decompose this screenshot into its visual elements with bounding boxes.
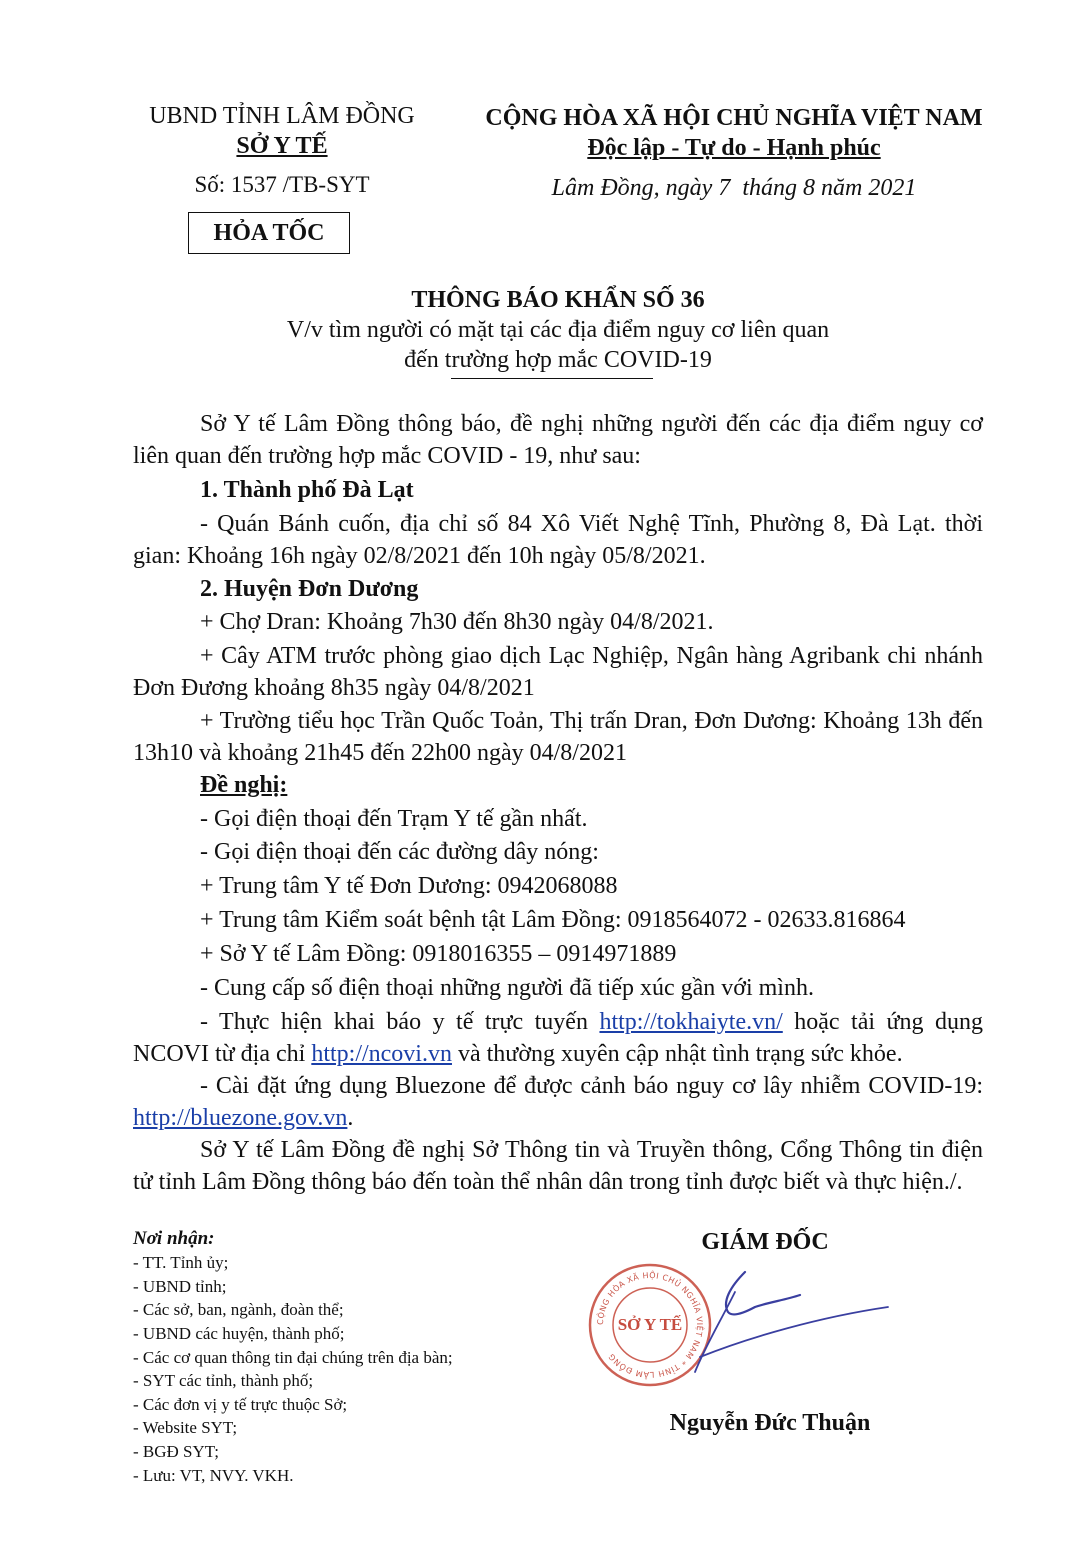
section-2-item: + Cây ATM trước phòng giao dịch Lạc Nghiệp, Ngân hàng Agribank chi nhánh Đơn Đương khoảng 8h35 ngày 04/8/2021 <box>133 643 983 701</box>
notice-subject-line-2: đến trường hợp mắc COVID-19 <box>404 347 712 373</box>
stamp-center-text: SỞ Y TẾ <box>617 1315 683 1334</box>
title-underline-divider <box>451 378 653 379</box>
urgency-badge-text: HỎA TỐC <box>213 220 325 246</box>
recommendation-item: - Cung cấp số điện thoại những người đã tiếp xúc gần với mình. <box>200 975 814 1001</box>
section-2-item: + Trường tiểu học Trần Quốc Toản, Thị trấn Dran, Đơn Dương: Khoảng 13h đến 13h10 và khoảng 21h45 đến 22h00 ngày 04/8/2021 <box>133 708 983 766</box>
declaration-text: hoặc tải ứng dụng NCOVI từ địa chỉ <box>133 1009 983 1067</box>
declaration-text: - Thực hiện khai báo y tế trực tuyến <box>200 1009 600 1035</box>
hotline-item: + Trung tâm Kiểm soát bệnh tật Lâm Đồng: 0918564072 - 02633.816864 <box>200 907 906 933</box>
recipient-item: - Các sở, ban, ngành, đoàn thể; <box>133 1300 344 1319</box>
signer-position: GIÁM ĐỐC <box>701 1229 829 1255</box>
section-2-item: + Chợ Dran: Khoảng 7h30 đến 8h30 ngày 04/8/2021. <box>200 609 714 635</box>
recipient-item: - Lưu: VT, NVY. VKH. <box>133 1466 294 1485</box>
bluezone-paragraph <box>133 1070 983 1134</box>
bluezone-text: - Cài đặt ứng dụng Bluezone để được cảnh báo nguy cơ lây nhiễm COVID-19: <box>200 1073 983 1099</box>
recipient-item: - Các cơ quan thông tin đại chúng trên địa bàn; <box>133 1348 453 1367</box>
recipients-label: Nơi nhận: <box>133 1228 215 1249</box>
place-and-date: Lâm Đồng, ngày 7 tháng 8 năm 2021 <box>551 175 917 201</box>
issuing-authority: UBND TỈNH LÂM ĐỒNG <box>149 103 415 129</box>
recipient-item: - Website SYT; <box>133 1418 238 1437</box>
recipient-item: - BGĐ SYT; <box>133 1442 219 1461</box>
section-2-heading: 2. Huyện Đơn Dương <box>200 576 419 602</box>
recipient-item: - UBND tỉnh; <box>133 1277 227 1296</box>
notice-title: THÔNG BÁO KHẨN SỐ 36 <box>411 287 705 313</box>
issuing-department <box>132 130 432 162</box>
national-motto-text: Độc lập - Tự do - Hạnh phúc <box>587 135 881 161</box>
national-motto <box>472 132 996 164</box>
signer-name: Nguyễn Đức Thuận <box>669 1410 871 1436</box>
ncovi-link[interactable]: http://ncovi.vn <box>311 1041 452 1067</box>
hotline-item: + Sở Y tế Lâm Đồng: 0918016355 – 0914971889 <box>200 941 677 967</box>
intro-paragraph: Sở Y tế Lâm Đồng thông báo, đề nghị những người đến các địa điểm nguy cơ liên quan đến trường hợp mắc COVID - 19, như sau: <box>133 411 983 469</box>
declaration-text: và thường xuyên cập nhật tình trạng sức khỏe. <box>451 1041 903 1067</box>
closing-paragraph: Sở Y tế Lâm Đồng đề nghị Sở Thông tin và Truyền thông, Cổng Thông tin điện tử tỉnh Lâm Đồng thông báo đến toàn thể nhân dân trong tỉnh được biết và thực hiện./. <box>133 1137 983 1195</box>
recipient-item: - SYT các tỉnh, thành phố; <box>133 1371 314 1390</box>
bluezone-text: . <box>347 1105 354 1131</box>
urgency-badge <box>188 212 350 254</box>
health-declaration-paragraph <box>133 1006 983 1070</box>
section-1-item: - Quán Bánh cuốn, địa chỉ số 84 Xô Viết Nghệ Tĩnh, Phường 8, Đà Lạt. thời gian: Khoảng 16h ngày 02/8/2021 đến 10h ngày 05/8/2021. <box>133 511 983 569</box>
recipient-item: - UBND các huyện, thành phố; <box>133 1324 345 1343</box>
document-number: Số: 1537 /TB-SYT <box>194 172 370 197</box>
stamp-ring-text: CỘNG HÒA XÃ HỘI CHỦ NGHĨA VIỆT NAM * TỈNH LÂM ĐỒNG <box>595 1270 705 1380</box>
handwritten-signature <box>660 1262 900 1392</box>
nation-title: CỘNG HÒA XÃ HỘI CHỦ NGHĨA VIỆT NAM <box>485 105 983 131</box>
recipient-item: - Các đơn vị y tế trực thuộc Sở; <box>133 1395 348 1414</box>
issuing-department-text: SỞ Y TẾ <box>236 133 328 159</box>
recommendation-heading <box>200 769 287 801</box>
hotline-item: + Trung tâm Y tế Đơn Dương: 0942068088 <box>200 873 618 899</box>
bluezone-link[interactable]: http://bluezone.gov.vn <box>133 1105 348 1131</box>
recipient-item: - TT. Tỉnh ủy; <box>133 1253 229 1272</box>
tokhaiyte-link[interactable]: http://tokhaiyte.vn/ <box>599 1009 783 1035</box>
section-1-heading: 1. Thành phố Đà Lạt <box>200 477 414 503</box>
recommendation-heading-text: Đề nghị: <box>200 772 288 798</box>
recommendation-item: - Gọi điện thoại đến Trạm Y tế gần nhất. <box>200 806 588 832</box>
recommendation-item: - Gọi điện thoại đến các đường dây nóng: <box>200 839 599 865</box>
notice-subject-line-1: V/v tìm người có mặt tại các địa điểm nguy cơ liên quan <box>286 317 830 343</box>
